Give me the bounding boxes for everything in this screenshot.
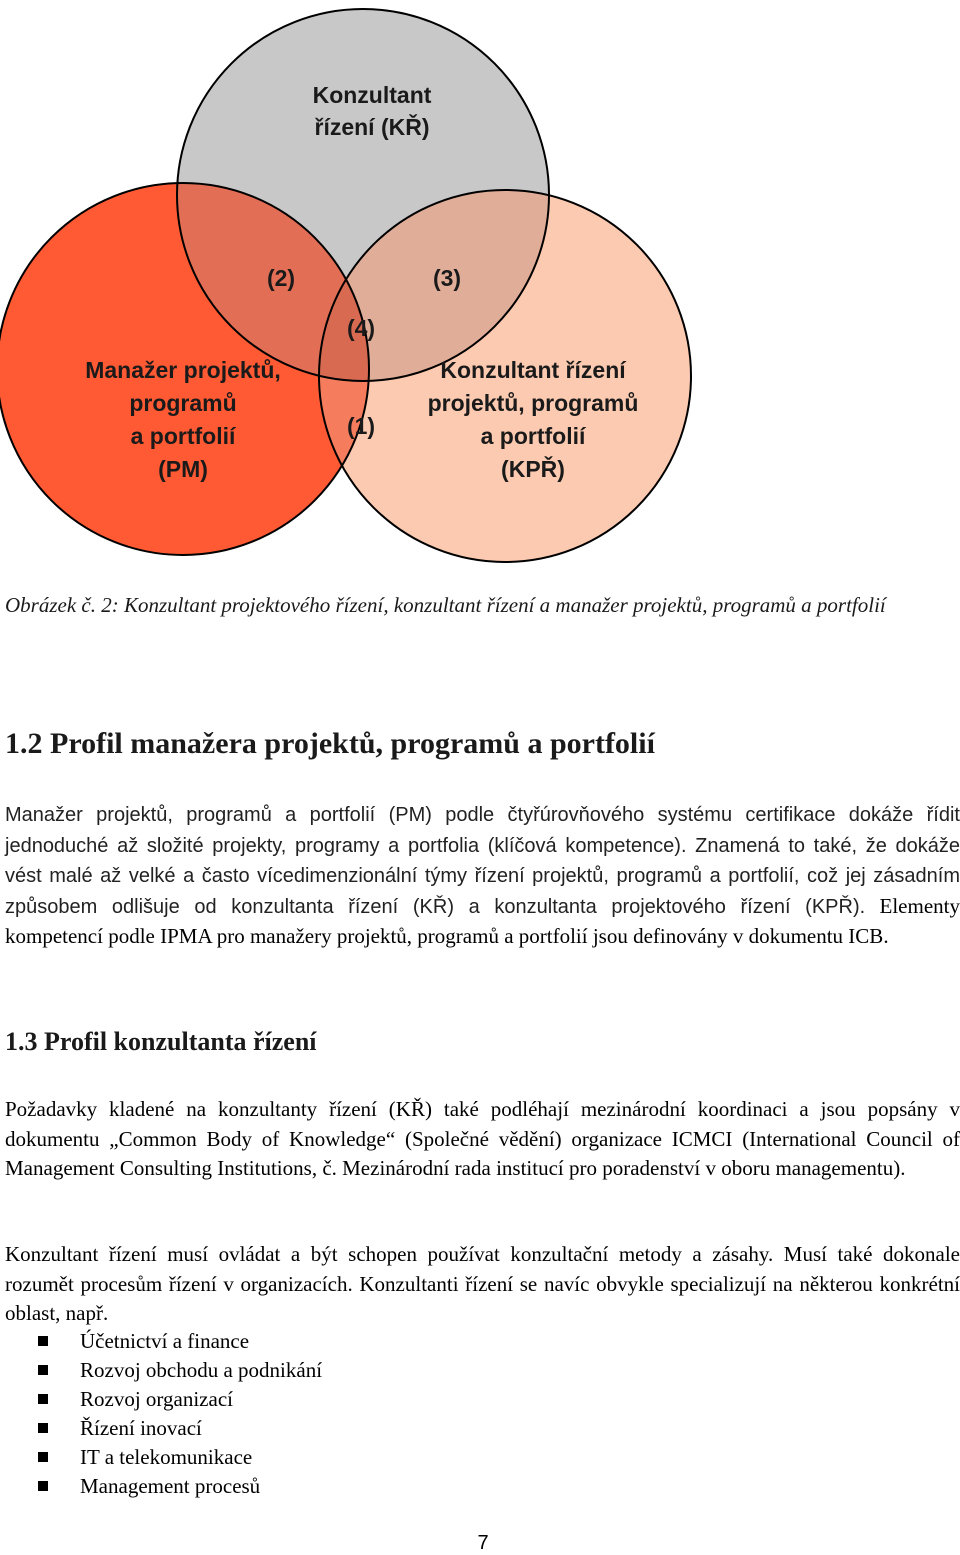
square-bullet-icon (38, 1423, 48, 1433)
list-item (0, 1327, 322, 1356)
label-kpr-line2: projektů, programů (427, 390, 639, 416)
figure-caption: Obrázek č. 2: Konzultant projektového řízení, konzultant řízení a manažer projektů, programů a portfolií (5, 593, 886, 617)
list-item (0, 1356, 322, 1385)
label-pm-line2: programů (129, 390, 237, 416)
label-kpr-line3: a portfolií (480, 423, 586, 449)
list-item (0, 1385, 322, 1414)
label-pm-line3: a portfolií (130, 423, 236, 449)
list-item (0, 1472, 322, 1501)
page-number: 7 (477, 1532, 489, 1554)
region-3-label: (3) (432, 265, 462, 291)
section-1-2-paragraph (5, 800, 960, 952)
list-item-label: Rozvoj organizací (80, 1387, 233, 1411)
paragraph-part-sans: Manažer projektů, programů a portfolií (PM) podle čtyřúrovňového systému certifikace dokáže řídit jednoduché až složité projekty, programy a portfolia (klíčová kompetence). Znamená to také, že dokáže vést malé až velké a často vícedimenzionální týmy řízení projektů, programů a portfolií, což jej zásadním způsobem odlišuje od konzultanta řízení (KŘ) a konzultanta projektového řízení (KPŘ). (5, 804, 960, 918)
region-2-label: (2) (266, 265, 296, 291)
list-item (0, 1443, 322, 1472)
venn-diagram (0, 0, 960, 570)
section-heading-1-3: 1.3 Profil konzultanta řízení (5, 1027, 317, 1056)
label-kr-line2: řízení (KŘ) (314, 114, 430, 140)
label-pm-line1: Manažer projektů, (85, 357, 281, 383)
section-1-3-paragraph-2: Konzultant řízení musí ovládat a být schopen používat konzultační metody a zásahy. Musí také dokonale rozumět procesům řízení v organizacích. Konzultanti řízení se navíc obvykle specializují na některou konkrétní oblast, např. (5, 1242, 960, 1325)
list-item (0, 1414, 322, 1443)
region-4-label: (4) (346, 315, 376, 341)
square-bullet-icon (38, 1336, 48, 1346)
list-item-label: Řízení inovací (80, 1416, 202, 1440)
list-item-label: Management procesů (80, 1474, 261, 1498)
label-pm-line4: (PM) (158, 456, 208, 482)
list-item-label: IT a telekomunikace (80, 1445, 253, 1469)
square-bullet-icon (38, 1452, 48, 1462)
list-item-label: Rozvoj obchodu a podnikání (80, 1358, 323, 1382)
specialization-list (0, 1327, 322, 1501)
square-bullet-icon (38, 1365, 48, 1375)
square-bullet-icon (38, 1394, 48, 1404)
label-kr-line1: Konzultant (312, 82, 432, 108)
section-1-3-paragraph-1: Požadavky kladené na konzultanty řízení (KŘ) také podléhají mezinárodní koordinaci a jsou popsány v dokumentu „Common Body of Knowledge“ (Společné vědění) organizace ICMCI (International Council of Management Consulting Institutions, č. Mezinárodní rada institucí pro poradenství v oboru managementu). (5, 1097, 960, 1180)
list-item-label: Účetnictví a finance (80, 1329, 250, 1353)
region-1-label: (1) (346, 413, 376, 439)
square-bullet-icon (38, 1481, 48, 1491)
section-heading-1-2: 1.2 Profil manažera projektů, programů a portfolií (5, 727, 655, 760)
label-kpr-line4: (KPŘ) (501, 456, 565, 482)
paragraph-part-serif: Elementy kompetencí podle IPMA pro manažery projektů, programů a portfolií jsou definovány v dokumentu ICB. (5, 893, 960, 948)
label-kpr-line1: Konzultant řízení (440, 357, 626, 383)
